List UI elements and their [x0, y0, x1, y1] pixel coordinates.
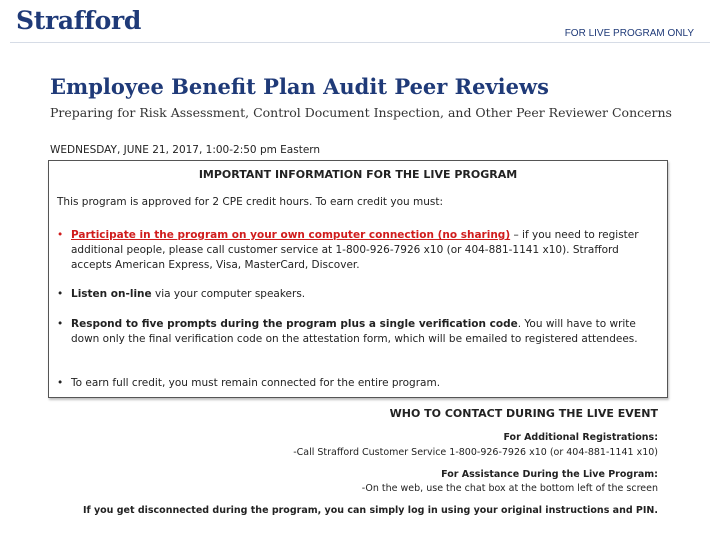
header-divider: [10, 42, 710, 43]
full-credit-text: To earn full credit, you must remain connected for the entire program.: [71, 377, 441, 389]
registration-text: -Call Strafford Customer Service 1-800-926-7926 x10 (or 404-881-1141 x10): [293, 447, 658, 458]
bullet-respond: [57, 317, 657, 347]
bullet-dot: •: [57, 377, 64, 389]
important-info-box: [48, 160, 668, 398]
strafford-logo: Strafford: [16, 6, 142, 35]
live-program-only-label: FOR LIVE PROGRAM ONLY: [564, 28, 694, 39]
program-date: WEDNESDAY, JUNE 21, 2017, 1:00-2:50 pm Eastern: [50, 144, 321, 156]
cpe-credit-text: This program is approved for 2 CPE credit hours: [57, 196, 309, 208]
bullet-participate: [57, 228, 657, 273]
assistance-label: For Assistance During the Live Program:: [441, 469, 658, 480]
contact-heading: WHO TO CONTACT DURING THE LIVE EVENT: [389, 407, 658, 420]
disconnect-note: If you get disconnected during the program, you can simply log in using your original instructions and PIN.: [82, 505, 658, 516]
info-heading: IMPORTANT INFORMATION FOR THE LIVE PROGRAM: [198, 168, 518, 181]
info-intro: [57, 196, 443, 208]
registration-label: For Additional Registrations:: [503, 432, 658, 443]
page-title: Employee Benefit Plan Audit Peer Reviews: [50, 74, 549, 99]
bullet-dot: •: [57, 288, 64, 300]
bullet-full-credit: [57, 376, 657, 391]
cpe-credit-text-end: . To earn credit you must:: [308, 196, 444, 208]
assistance-text: -On the web, use the chat box at the bottom left of the screen: [361, 483, 658, 494]
participate-detail: – if you need to register additional people, please call customer service at 1-800-926-7926 x10 (or 404-881-1141 x10). Strafford accepts American Express, Visa, MasterCard, Discover.: [71, 229, 639, 271]
listen-detail: via your computer speakers.: [151, 288, 306, 300]
bullet-dot: •: [57, 318, 64, 330]
bullet-listen: [57, 287, 657, 302]
respond-detail: . You will have to write down only the final verification code on the attestation form, which will be emailed to registered attendees.: [71, 318, 638, 345]
respond-emphasis: Respond to five prompts during the program plus a single verification code: [71, 318, 518, 330]
listen-emphasis: Listen on-line: [71, 288, 152, 300]
participate-emphasis: Participate in the program on your own computer connection (no sharing): [71, 229, 511, 241]
page-subtitle: Preparing for Risk Assessment, Control Document Inspection, and Other Peer Reviewer Concerns: [50, 105, 672, 120]
bullet-dot: •: [57, 229, 64, 241]
